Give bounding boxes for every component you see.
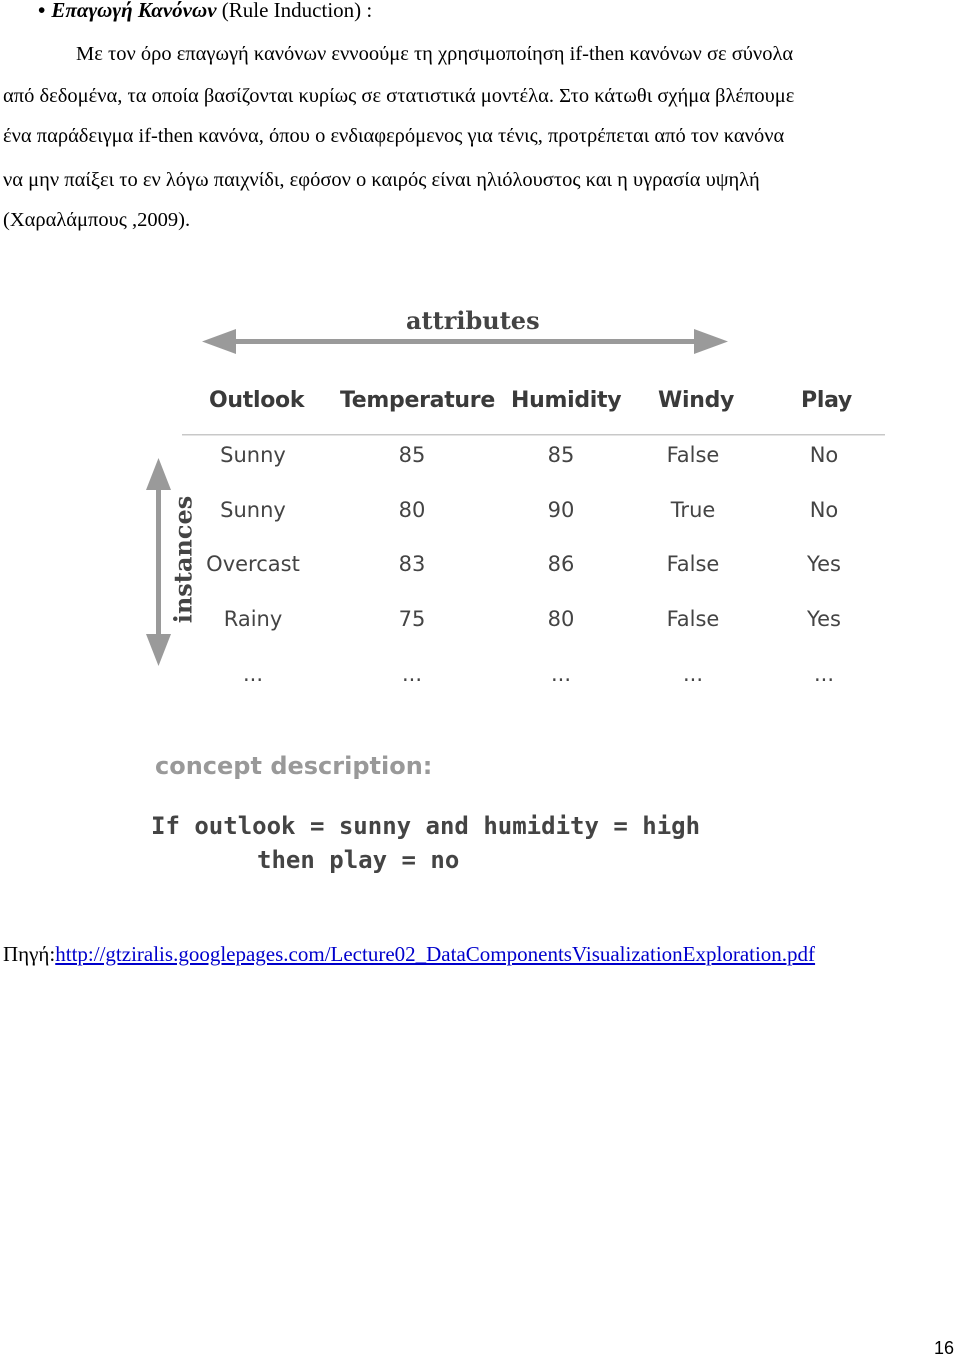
bullet-icon: •	[38, 0, 46, 22]
rule-line-1: If outlook = sunny and humidity = high	[151, 812, 701, 840]
body-line-1: Με τον όρο επαγωγή κανόνων εννοούμε τη χρησιμοποίηση if-then κανόνων σε σύνολα	[76, 43, 794, 65]
instances-label: instances	[168, 495, 198, 624]
body-line-2: από δεδομένα, τα οποία βασίζονται κυρίως σε στατιστικά μοντέλα. Στο κάτωθι σχήμα βλέπουμε	[3, 85, 795, 107]
header-divider	[182, 434, 885, 436]
instances-arrow	[146, 458, 171, 666]
table-cell: 86	[547, 552, 575, 576]
header-humidity: Humidity	[511, 388, 622, 413]
page-number: 16	[934, 1338, 955, 1358]
table-cell: 80	[547, 607, 575, 631]
table-cell: Yes	[807, 607, 841, 631]
table-cell: Sunny	[220, 443, 286, 467]
table-cell: 80	[398, 498, 426, 522]
table-cell: 85	[398, 443, 426, 467]
table-cell: False	[666, 552, 720, 576]
header-outlook: Outlook	[209, 388, 305, 413]
table-cell: Yes	[807, 552, 841, 576]
table-cell: No	[809, 443, 839, 467]
rule-line-2: then play = no	[257, 846, 460, 874]
header-play: Play	[801, 388, 852, 413]
source-link[interactable]: http://gtziralis.googlepages.com/Lecture02_DataComponentsVisualizationExploration.pdf	[55, 942, 816, 966]
header-windy: Windy	[658, 388, 735, 413]
table-cell: Sunny	[220, 498, 286, 522]
table-cell: Overcast	[206, 552, 300, 576]
attributes-label: attributes	[406, 306, 540, 335]
table-cell: ...	[242, 662, 264, 686]
source-label: Πηγή:	[3, 942, 56, 966]
heading-title: Επαγωγή Κανόνων	[51, 0, 217, 22]
table-cell: ...	[682, 662, 704, 686]
heading-subtitle: (Rule Induction) :	[216, 0, 373, 22]
body-line-5: (Χαραλάμπους ,2009).	[3, 209, 191, 231]
body-line-3: ένα παράδειγμα if-then κανόνα, όπου ο ενδιαφερόμενος για τένις, προτρέπεται από τον κανόνα	[3, 125, 785, 147]
table-cell: 85	[547, 443, 575, 467]
table-cell: 90	[547, 498, 575, 522]
table-cell: 83	[398, 552, 426, 576]
table-cell: No	[809, 498, 839, 522]
source-citation	[3, 942, 815, 967]
concept-description-label: concept description:	[155, 752, 433, 780]
table-cell: False	[666, 607, 720, 631]
header-temperature: Temperature	[340, 388, 495, 413]
table-cell: ...	[401, 662, 423, 686]
body-line-4: να μην παίξει το εν λόγω παιχνίδι, εφόσον ο καιρός είναι ηλιόλουστος και η υγρασία υψηλή	[3, 169, 760, 191]
table-cell: True	[670, 498, 716, 522]
table-cell: False	[666, 443, 720, 467]
table-cell: ...	[550, 662, 572, 686]
table-cell: Rainy	[223, 607, 283, 631]
table-cell: ...	[813, 662, 835, 686]
table-cell: 75	[398, 607, 426, 631]
